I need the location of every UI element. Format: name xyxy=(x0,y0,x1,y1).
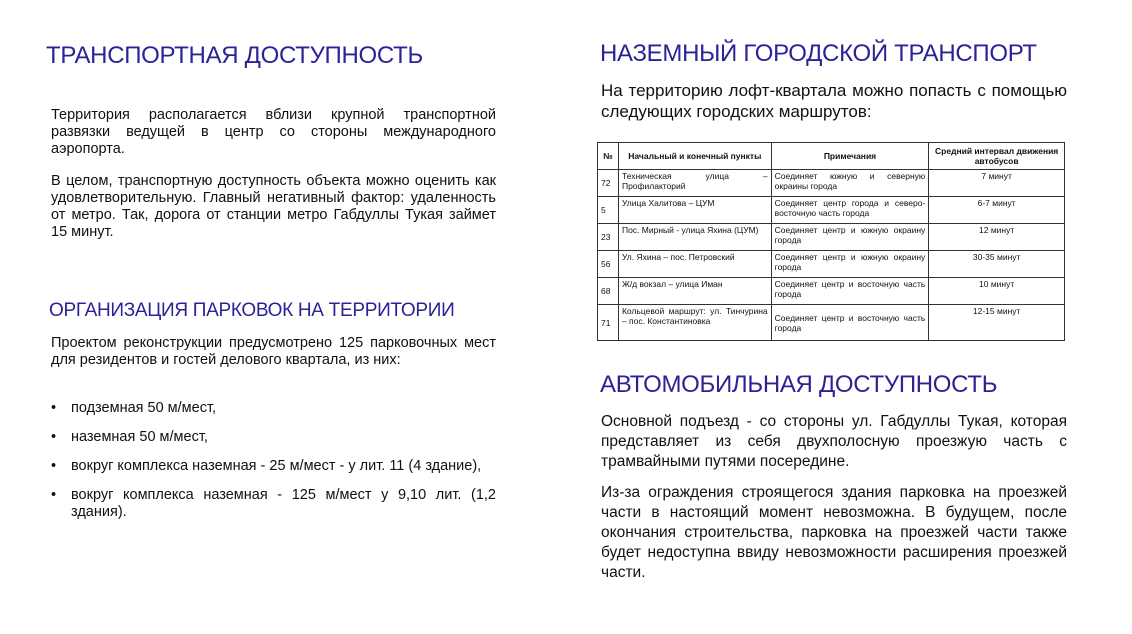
list-item-text: вокруг комплекса наземная - 25 м/мест - у лит. 11 (4 здание), xyxy=(71,458,482,474)
parking-list xyxy=(51,400,496,533)
cell-interval: 30-35 минут xyxy=(929,251,1065,278)
cell-interval: 12-15 минут xyxy=(929,305,1065,341)
cell-interval: 6-7 минут xyxy=(929,197,1065,224)
cell-num: 68 xyxy=(598,278,619,305)
cell-num: 56 xyxy=(598,251,619,278)
column-header-notes: Примечания xyxy=(771,143,929,170)
cell-route: Ул. Яхина – пос. Петровский xyxy=(618,251,771,278)
bullet-icon: • xyxy=(51,429,57,445)
auto-access-paragraph-2: Из-за ограждения строящегося здания парковка на проезжей части в настоящий момент невозможна. В будущем, после окончания строительства, парковка на проезжей части также будет недоступна ввиду невозможности расширения проезжей части. xyxy=(601,484,1067,581)
cell-interval: 12 минут xyxy=(929,224,1065,251)
table-row xyxy=(598,224,1065,251)
cell-notes: Соединяет центр и восточную часть города xyxy=(771,305,929,341)
cell-num: 71 xyxy=(598,305,619,341)
ground-transport-lead: На территорию лофт-квартала можно попасть с помощью следующих городских маршрутов: xyxy=(601,81,1067,121)
cell-route: Пос. Мирный - улица Яхина (ЦУМ) xyxy=(618,224,771,251)
cell-notes: Соединяет центр города и северо-восточную часть города xyxy=(771,197,929,224)
list-item-text: вокруг комплекса наземная - 125 м/мест у 9,10 лит. (1,2 здания). xyxy=(71,487,496,520)
table-row xyxy=(598,197,1065,224)
cell-interval: 10 минут xyxy=(929,278,1065,305)
auto-access-paragraph-1: Основной подъезд - со стороны ул. Габдуллы Тукая, которая представляет из себя двухполосную проезжую часть с трамвайными путями посередине. xyxy=(601,413,1067,470)
cell-notes: Соединяет центр и южную окраину города xyxy=(771,224,929,251)
list-item xyxy=(51,458,496,475)
auto-access-title: АВТОМОБИЛЬНАЯ ДОСТУПНОСТЬ xyxy=(600,371,998,398)
cell-num: 23 xyxy=(598,224,619,251)
column-header-interval: Средний интервал движения автобусов xyxy=(929,143,1065,170)
cell-notes: Соединяет центр и южную окраину города xyxy=(771,251,929,278)
cell-num: 72 xyxy=(598,170,619,197)
table-row xyxy=(598,305,1065,341)
bullet-icon: • xyxy=(51,487,57,503)
bullet-icon: • xyxy=(51,458,57,474)
list-item-text: подземная 50 м/мест, xyxy=(71,400,217,416)
parking-title: ОРГАНИЗАЦИЯ ПАРКОВОК НА ТЕРРИТОРИИ xyxy=(49,300,455,321)
routes-table xyxy=(597,142,1065,341)
list-item-text: наземная 50 м/мест, xyxy=(71,429,208,445)
table-row xyxy=(598,170,1065,197)
cell-route: Улица Халитова – ЦУМ xyxy=(618,197,771,224)
bullet-icon: • xyxy=(51,400,57,416)
table-header-row xyxy=(598,143,1065,170)
transport-paragraph-2: В целом, транспортную доступность объекта можно оценить как удовлетворительную. Главный негативный фактор: удаленность от метро. Так, дорога от станции метро Габдуллы Тукая займет 15 минут. xyxy=(51,173,496,240)
list-item xyxy=(51,429,496,446)
cell-notes: Соединяет центр и восточную часть города xyxy=(771,278,929,305)
transport-title: ТРАНСПОРТНАЯ ДОСТУПНОСТЬ xyxy=(46,42,423,69)
cell-num: 5 xyxy=(598,197,619,224)
table-row xyxy=(598,278,1065,305)
transport-paragraph-1: Территория располагается вблизи крупной транспортной развязки ведущей в центр со стороны международного аэропорта. xyxy=(51,107,496,157)
cell-interval: 7 минут xyxy=(929,170,1065,197)
cell-notes: Соединяет южную и северную окраины города xyxy=(771,170,929,197)
column-header-num: № xyxy=(598,143,619,170)
cell-route: Ж/д вокзал – улица Иман xyxy=(618,278,771,305)
cell-route: Кольцевой маршрут: ул. Тинчурина – пос. Константиновка xyxy=(618,305,771,341)
list-item xyxy=(51,400,496,417)
ground-transport-title: НАЗЕМНЫЙ ГОРОДСКОЙ ТРАНСПОРТ xyxy=(600,40,1037,67)
cell-route: Техническая улица – Профилакторий xyxy=(618,170,771,197)
table-row xyxy=(598,251,1065,278)
parking-paragraph: Проектом реконструкции предусмотрено 125 парковочных мест для резидентов и гостей делового квартала, из них: xyxy=(51,335,496,368)
list-item xyxy=(51,487,496,521)
column-header-route: Начальный и конечный пункты xyxy=(618,143,771,170)
